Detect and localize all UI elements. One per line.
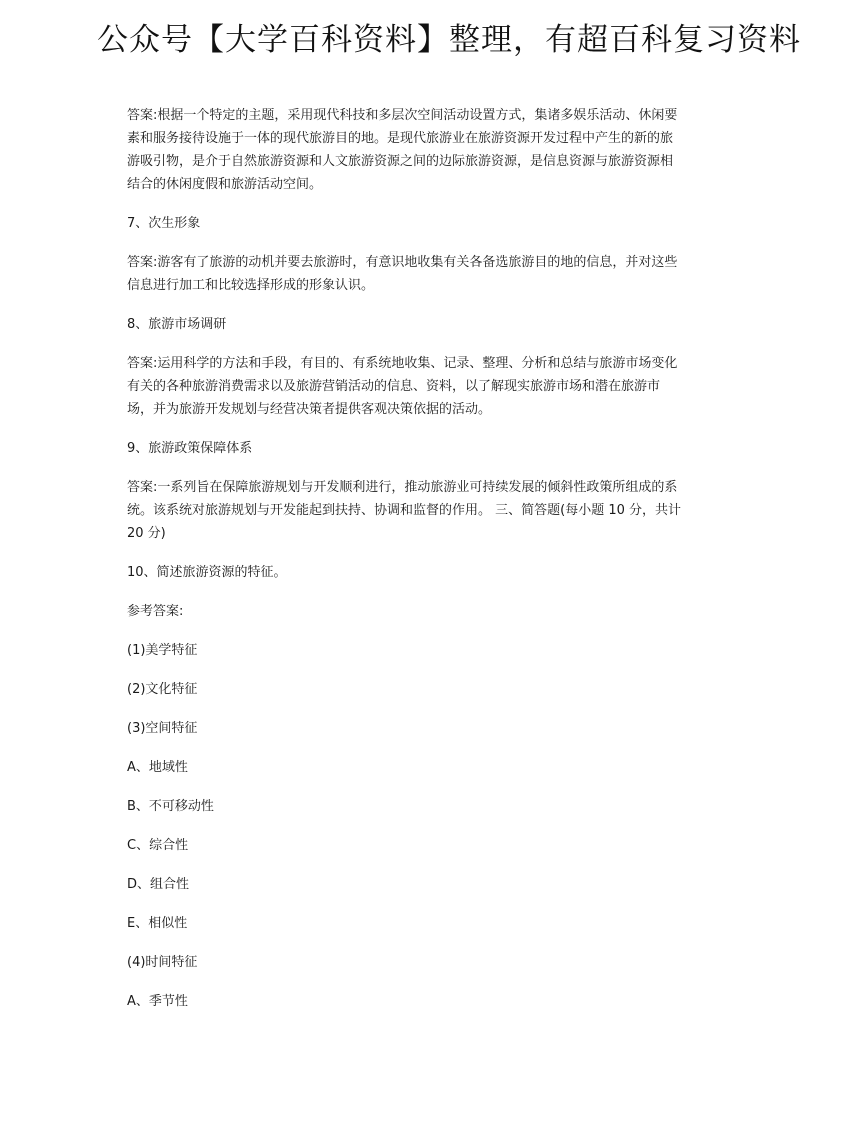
text-line: 信息进行加工和比较选择形成的形象认识。: [127, 278, 375, 293]
paragraph: [127, 912, 739, 935]
text-line: C、综合性: [127, 838, 189, 853]
text-line: 20 分): [127, 526, 166, 541]
paragraph: [127, 104, 739, 196]
paragraph: [127, 951, 739, 974]
text-line: 结合的休闲度假和旅游活动空间。: [127, 177, 323, 192]
paragraph: [127, 313, 739, 336]
text-line: A、季节性: [127, 994, 188, 1009]
paragraph: [127, 212, 739, 235]
text-line: (1)美学特征: [127, 643, 198, 658]
text-line: 答案:一系列旨在保障旅游规划与开发顺利进行，推动旅游业可持续发展的倾斜性政策所组成的系: [127, 480, 678, 495]
text-line: 游吸引物，是介于自然旅游资源和人文旅游资源之间的边际旅游资源，是信息资源与旅游资源相: [127, 154, 674, 169]
paragraph: [127, 561, 739, 584]
paragraph: [127, 990, 739, 1013]
paragraph: [127, 476, 739, 545]
paragraph: [127, 717, 739, 740]
paragraph: [127, 437, 739, 460]
text-line: A、地域性: [127, 760, 188, 775]
text-line: 答案:运用科学的方法和手段，有目的、有系统地收集、记录、整理、分析和总结与旅游市场变化: [127, 356, 678, 371]
paragraph: [127, 639, 739, 662]
text-line: 答案:根据一个特定的主题，采用现代科技和多层次空间活动设置方式，集诸多娱乐活动、休闲要: [127, 108, 678, 123]
paragraph: [127, 756, 739, 779]
paragraph: [127, 600, 739, 623]
text-line: 8、旅游市场调研: [127, 317, 227, 332]
text-line: 10、简述旅游资源的特征。: [127, 565, 287, 580]
text-line: 答案:游客有了旅游的动机并要去旅游时，有意识地收集有关各备选旅游目的地的信息，并对这些: [127, 255, 678, 270]
paragraph: [127, 873, 739, 896]
text-line: (2)文化特征: [127, 682, 198, 697]
text-line: 7、次生形象: [127, 216, 201, 231]
paragraph: [127, 834, 739, 857]
paragraph: [127, 678, 739, 701]
paragraph: [127, 352, 739, 421]
paragraph: [127, 251, 739, 297]
document-body: [127, 104, 739, 1029]
text-line: 素和服务接待设施于一体的现代旅游目的地。是现代旅游业在旅游资源开发过程中产生的新的旅: [127, 131, 674, 146]
text-line: (3)空间特征: [127, 721, 198, 736]
text-line: D、组合性: [127, 877, 190, 892]
watermark-banner: 公众号【大学百科资料】整理，有超百科复习资料: [97, 22, 801, 58]
text-line: 统。该系统对旅游规划与开发能起到扶持、协调和监督的作用。 三、简答题(每小题 10 分，共计: [127, 503, 682, 518]
text-line: 有关的各种旅游消费需求以及旅游营销活动的信息、资料，以了解现实旅游市场和潜在旅游市: [127, 379, 661, 394]
text-line: E、相似性: [127, 916, 188, 931]
text-line: 场，并为旅游开发规划与经营决策者提供客观决策依据的活动。: [127, 402, 492, 417]
paragraph: [127, 795, 739, 818]
text-line: (4)时间特征: [127, 955, 198, 970]
text-line: B、不可移动性: [127, 799, 214, 814]
text-line: 9、旅游政策保障体系: [127, 441, 253, 456]
text-line: 参考答案:: [127, 604, 184, 619]
